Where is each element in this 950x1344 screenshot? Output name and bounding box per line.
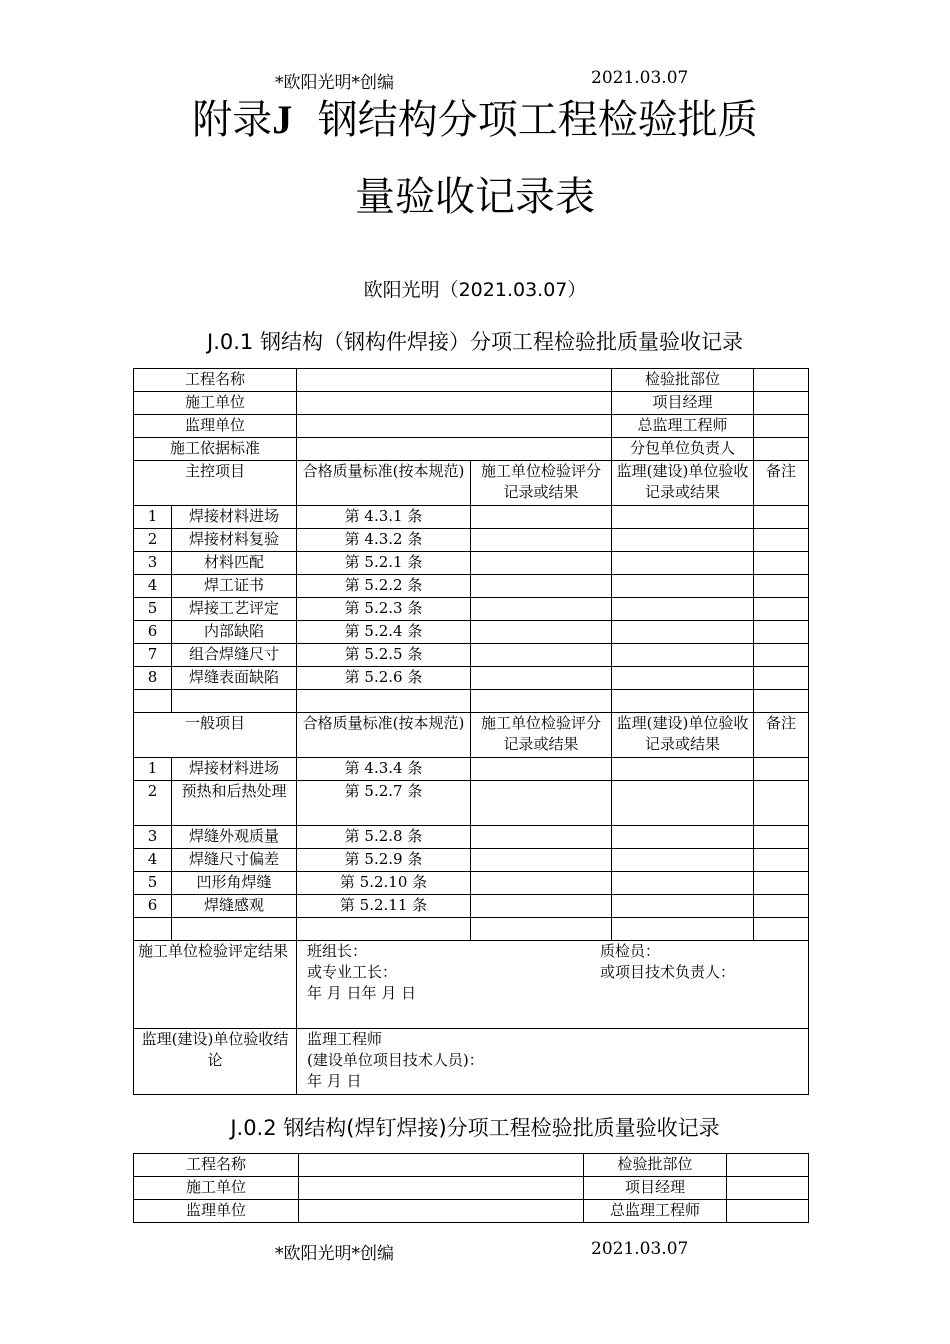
table2 [133, 1153, 809, 1223]
info-row [134, 1154, 809, 1177]
item-std: 第 5.2.1 条 [297, 552, 471, 575]
table-row [134, 667, 809, 690]
supervisor-signature-cell[interactable] [297, 1029, 809, 1095]
empty-row [134, 918, 809, 941]
supervisor-result-cell[interactable] [612, 552, 754, 575]
empty-cell[interactable] [754, 690, 809, 713]
note-cell[interactable] [754, 529, 809, 552]
table-row [134, 895, 809, 918]
item-name: 材料匹配 [172, 552, 297, 575]
table-row [134, 781, 809, 826]
contractor-result-cell[interactable] [471, 758, 612, 781]
contractor-date: 年 月 日年 月 日 [307, 984, 417, 1002]
info-label: 工程名称 [134, 1154, 299, 1177]
general-header-row [134, 713, 809, 758]
empty-cell[interactable] [612, 918, 754, 941]
supervisor-result-cell[interactable] [612, 621, 754, 644]
page-title-line2: 量验收记录表 [355, 174, 595, 220]
contractor-result-cell[interactable] [471, 529, 612, 552]
empty-cell[interactable] [471, 690, 612, 713]
item-name: 焊工证书 [172, 575, 297, 598]
supervisor-conclusion-row [134, 1029, 809, 1095]
main-items-header: 主控项目 [134, 461, 297, 506]
item-std: 第 5.2.4 条 [297, 621, 471, 644]
contractor-result-cell[interactable] [471, 781, 612, 826]
supervisor-result-cell[interactable] [612, 895, 754, 918]
contractor-result-cell[interactable] [471, 598, 612, 621]
item-no: 3 [134, 826, 172, 849]
info-row [134, 1200, 809, 1223]
item-no: 4 [134, 849, 172, 872]
table-row [134, 872, 809, 895]
item-std: 第 5.2.11 条 [297, 895, 471, 918]
table-row [134, 849, 809, 872]
contractor-result-cell[interactable] [471, 552, 612, 575]
table-row [134, 598, 809, 621]
item-name: 组合焊缝尺寸 [172, 644, 297, 667]
table-row [134, 552, 809, 575]
supervisor-result-cell[interactable] [612, 826, 754, 849]
main-header-row [134, 461, 809, 506]
contractor-result-row [134, 941, 809, 1029]
info-row [134, 415, 809, 438]
team-leader-label: 班组长： [307, 942, 368, 960]
info-right-label: 总监理工程师 [612, 415, 754, 438]
item-no: 6 [134, 621, 172, 644]
contractor-result-cell[interactable] [471, 667, 612, 690]
info-label: 施工单位 [134, 392, 297, 415]
contractor-result-cell[interactable] [471, 621, 612, 644]
info-value-cell[interactable] [297, 392, 612, 415]
empty-cell[interactable] [297, 918, 471, 941]
note-cell[interactable] [754, 849, 809, 872]
item-name: 焊接材料进场 [172, 758, 297, 781]
table-row [134, 506, 809, 529]
note-header: 备注 [754, 713, 809, 758]
info-right-value-cell[interactable] [754, 415, 809, 438]
supervisor-result-cell[interactable] [612, 667, 754, 690]
std-header: 合格质量标准(按本规范) [297, 713, 471, 758]
table-row [134, 758, 809, 781]
info-right-label: 项目经理 [584, 1177, 727, 1200]
info-row [134, 438, 809, 461]
table-row [134, 621, 809, 644]
item-no: 3 [134, 552, 172, 575]
item-std: 第 5.2.10 条 [297, 872, 471, 895]
tech-lead-label: 或项目技术负责人： [600, 963, 736, 981]
note-cell[interactable] [754, 644, 809, 667]
contractor-result-cell[interactable] [471, 895, 612, 918]
contractor-result-label: 施工单位检验评定结果 [134, 941, 297, 1029]
contractor-result-cell[interactable] [471, 644, 612, 667]
note-cell[interactable] [754, 826, 809, 849]
supervisor-result-cell[interactable] [612, 758, 754, 781]
note-cell[interactable] [754, 552, 809, 575]
empty-cell[interactable] [471, 918, 612, 941]
note-cell[interactable] [754, 872, 809, 895]
item-name: 凹形角焊缝 [172, 872, 297, 895]
info-label: 工程名称 [134, 369, 297, 392]
item-std: 第 5.2.2 条 [297, 575, 471, 598]
item-std: 第 4.3.2 条 [297, 529, 471, 552]
contractor-result-cell[interactable] [471, 849, 612, 872]
page-title-line1: 附录J 钢结构分项工程检验批质 [192, 97, 758, 143]
empty-cell[interactable] [172, 918, 297, 941]
table-row [134, 575, 809, 598]
info-row [134, 1177, 809, 1200]
item-std: 第 5.2.7 条 [297, 781, 471, 826]
note-cell[interactable] [754, 506, 809, 529]
item-name: 内部缺陷 [172, 621, 297, 644]
info-row [134, 392, 809, 415]
note-cell[interactable] [754, 621, 809, 644]
table-row [134, 529, 809, 552]
header-date: 2021.03.07 [591, 68, 689, 88]
supervisor-date: 年 月 日 [307, 1072, 362, 1090]
info-label: 监理单位 [134, 1200, 299, 1223]
note-cell[interactable] [754, 575, 809, 598]
std-header: 合格质量标准(按本规范) [297, 461, 471, 506]
supervisor-check-header: 监理(建设)单位验收记录或结果 [612, 461, 754, 506]
info-label: 施工单位 [134, 1177, 299, 1200]
info-value-cell[interactable] [297, 438, 612, 461]
item-name: 焊接材料进场 [172, 506, 297, 529]
contractor-result-cell[interactable] [471, 575, 612, 598]
header-author: *欧阳光明*创编 [275, 73, 394, 93]
contractor-signature-cell[interactable] [297, 941, 809, 1029]
supervisor-result-cell[interactable] [612, 849, 754, 872]
info-value-cell[interactable] [297, 415, 612, 438]
supervisor-result-cell[interactable] [612, 872, 754, 895]
item-name: 焊缝外观质量 [172, 826, 297, 849]
item-name: 预热和后热处理 [172, 781, 297, 826]
note-cell[interactable] [754, 667, 809, 690]
item-std: 第 4.3.4 条 [297, 758, 471, 781]
item-std: 第 5.2.6 条 [297, 667, 471, 690]
item-no: 7 [134, 644, 172, 667]
info-value-cell[interactable] [297, 369, 612, 392]
item-no: 1 [134, 506, 172, 529]
table2-caption: J.0.2 钢结构(焊钉焊接)分项工程检验批质量验收记录 [230, 1116, 720, 1140]
info-value-cell[interactable] [299, 1200, 584, 1223]
item-no: 4 [134, 575, 172, 598]
empty-cell[interactable] [134, 690, 172, 713]
supervisor-result-cell[interactable] [612, 781, 754, 826]
item-name: 焊接工艺评定 [172, 598, 297, 621]
supervisor-result-cell[interactable] [612, 575, 754, 598]
foreman-label: 或专业工长： [307, 963, 398, 981]
item-std: 第 5.2.3 条 [297, 598, 471, 621]
item-name: 焊缝表面缺陷 [172, 667, 297, 690]
item-no: 5 [134, 872, 172, 895]
empty-cell[interactable] [297, 690, 471, 713]
empty-cell[interactable] [134, 918, 172, 941]
info-right-value-cell[interactable] [754, 392, 809, 415]
info-right-label: 分包单位负责人 [612, 438, 754, 461]
item-no: 1 [134, 758, 172, 781]
note-cell[interactable] [754, 781, 809, 826]
note-cell[interactable] [754, 598, 809, 621]
info-right-value-cell[interactable] [754, 438, 809, 461]
item-no: 8 [134, 667, 172, 690]
info-label: 施工依据标准 [134, 438, 297, 461]
inspector-label: 质检员： [600, 942, 661, 960]
info-right-label: 检验批部位 [584, 1154, 727, 1177]
item-std: 第 5.2.8 条 [297, 826, 471, 849]
info-right-value-cell[interactable] [754, 369, 809, 392]
info-right-value-cell[interactable] [727, 1177, 809, 1200]
table1 [133, 368, 809, 1095]
info-right-value-cell[interactable] [727, 1154, 809, 1177]
note-header: 备注 [754, 461, 809, 506]
item-name: 焊接材料复验 [172, 529, 297, 552]
empty-cell[interactable] [612, 690, 754, 713]
contractor-check-header: 施工单位检验评分记录或结果 [471, 461, 612, 506]
supervisor-conclusion-label: 监理(建设)单位验收结论 [134, 1029, 297, 1095]
owner-tech-label: (建设单位项目技术人员)： [307, 1051, 484, 1069]
supervisor-engineer-label: 监理工程师 [307, 1030, 383, 1048]
supervisor-result-cell[interactable] [612, 506, 754, 529]
info-row [134, 369, 809, 392]
contractor-result-cell[interactable] [471, 826, 612, 849]
empty-row [134, 690, 809, 713]
contractor-check-header: 施工单位检验评分记录或结果 [471, 713, 612, 758]
general-items-header: 一般项目 [134, 713, 297, 758]
supervisor-check-header: 监理(建设)单位验收记录或结果 [612, 713, 754, 758]
author-line: 欧阳光明（2021.03.07） [363, 279, 587, 301]
footer-date: 2021.03.07 [591, 1239, 689, 1259]
info-right-label: 检验批部位 [612, 369, 754, 392]
info-right-label: 项目经理 [612, 392, 754, 415]
info-value-cell[interactable] [299, 1177, 584, 1200]
footer-author: *欧阳光明*创编 [275, 1244, 394, 1264]
item-no: 6 [134, 895, 172, 918]
info-value-cell[interactable] [299, 1154, 584, 1177]
item-std: 第 4.3.1 条 [297, 506, 471, 529]
table-row [134, 644, 809, 667]
info-right-label: 总监理工程师 [584, 1200, 727, 1223]
item-name: 焊缝感观 [172, 895, 297, 918]
note-cell[interactable] [754, 758, 809, 781]
supervisor-result-cell[interactable] [612, 644, 754, 667]
item-name: 焊缝尺寸偏差 [172, 849, 297, 872]
empty-cell[interactable] [754, 918, 809, 941]
item-no: 5 [134, 598, 172, 621]
table1-caption: J.0.1 钢结构（钢构件焊接）分项工程检验批质量验收记录 [207, 330, 743, 354]
note-cell[interactable] [754, 895, 809, 918]
item-std: 第 5.2.9 条 [297, 849, 471, 872]
item-no: 2 [134, 529, 172, 552]
item-no: 2 [134, 781, 172, 826]
info-label: 监理单位 [134, 415, 297, 438]
info-right-value-cell[interactable] [727, 1200, 809, 1223]
supervisor-result-cell[interactable] [612, 529, 754, 552]
contractor-result-cell[interactable] [471, 506, 612, 529]
contractor-result-cell[interactable] [471, 872, 612, 895]
table-row [134, 826, 809, 849]
empty-cell[interactable] [172, 690, 297, 713]
supervisor-result-cell[interactable] [612, 598, 754, 621]
item-std: 第 5.2.5 条 [297, 644, 471, 667]
